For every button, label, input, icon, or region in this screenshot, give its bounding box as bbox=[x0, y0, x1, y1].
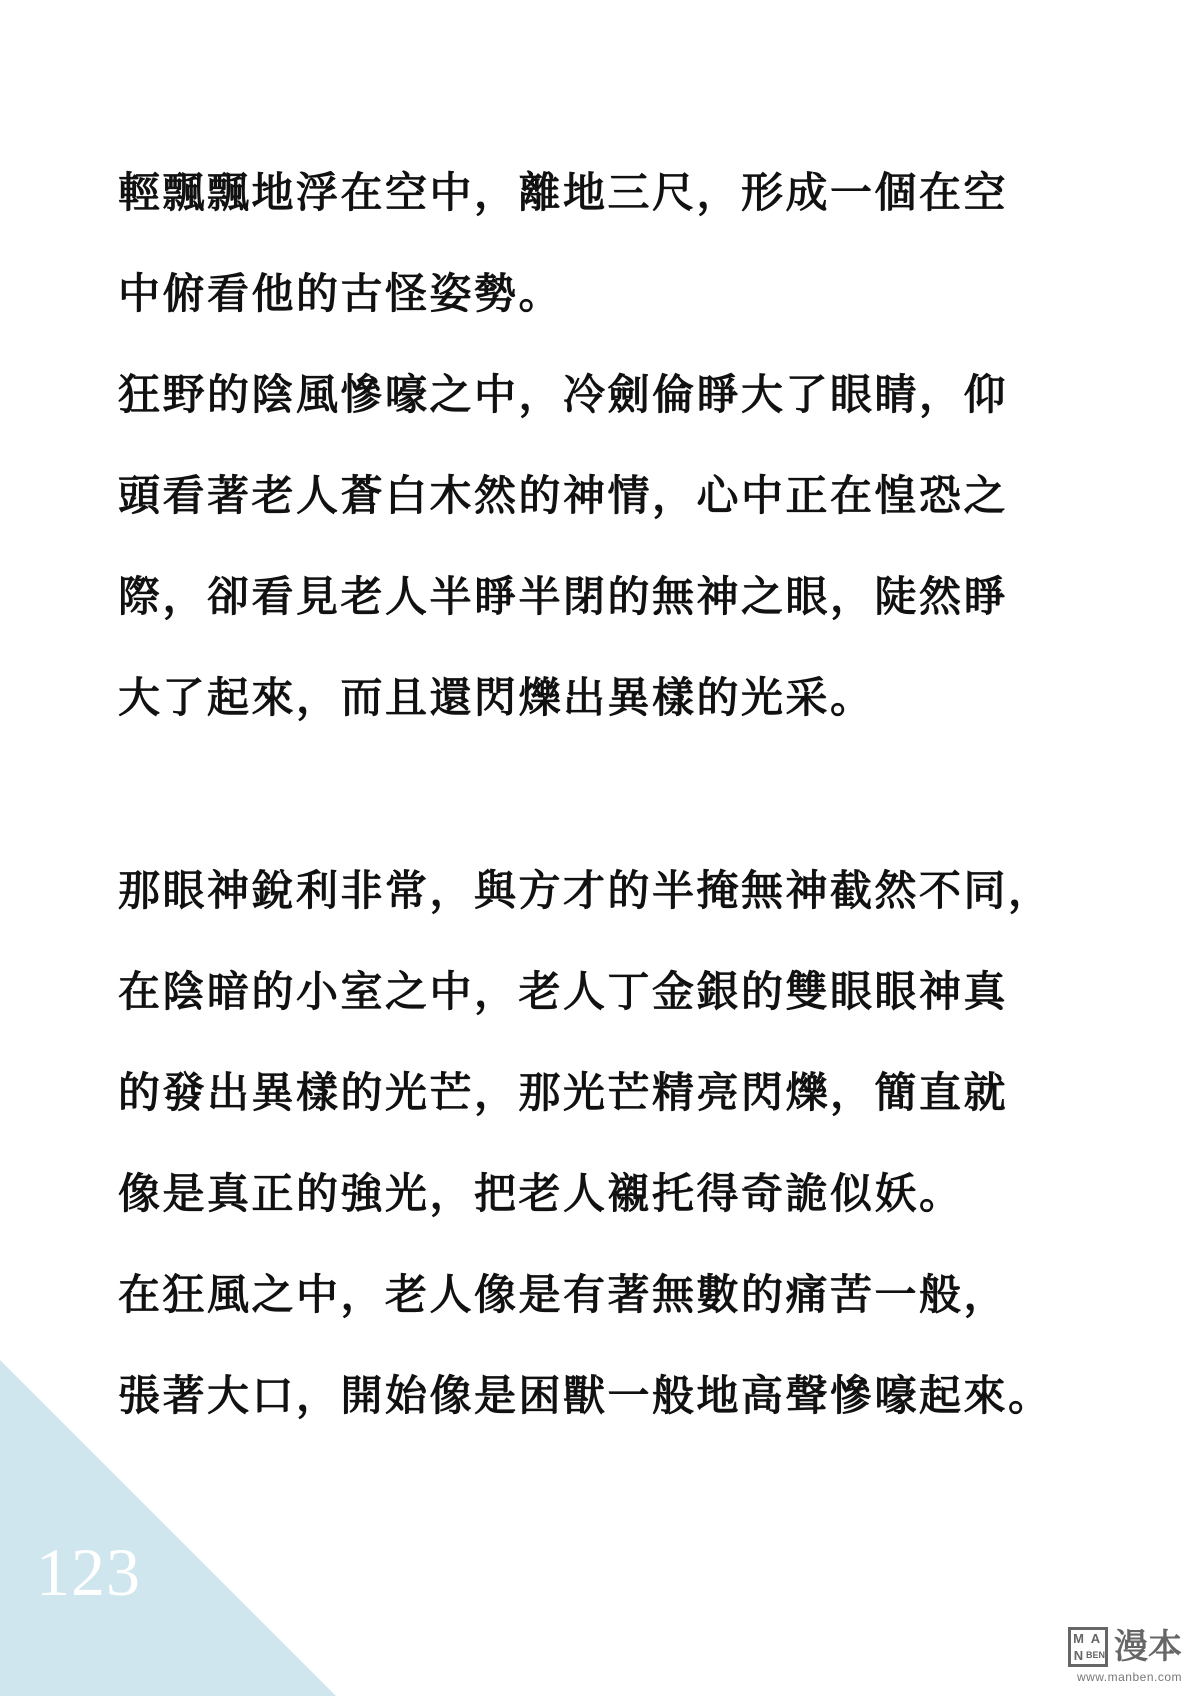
text-line: 張著大口，開始像是困獸一般地高聲慘嚎起來。 bbox=[118, 1371, 1053, 1420]
logo-letter: BEN bbox=[1085, 1650, 1105, 1660]
text-line: 那眼神銳利非常，與方才的半掩無神截然不同， bbox=[118, 866, 1053, 915]
page-number: 123 bbox=[36, 1534, 141, 1610]
text-line: 大了起來，而且還閃爍出異樣的光采。 bbox=[118, 673, 875, 722]
text-line: 在狂風之中，老人像是有著無數的痛苦一般， bbox=[118, 1270, 1009, 1319]
text-line: 狂野的陰風慘嚎之中，冷劍倫睜大了眼睛，仰 bbox=[118, 370, 1009, 419]
text-line: 輕飄飄地浮在空中，離地三尺，形成一個在空 bbox=[118, 168, 1009, 217]
logo-letter: A bbox=[1090, 1631, 1101, 1646]
logo-letter: N bbox=[1073, 1648, 1084, 1663]
text-line: 的發出異樣的光芒，那光芒精亮閃爍，簡直就 bbox=[118, 1068, 1009, 1117]
manben-logo-icon bbox=[1068, 1627, 1108, 1667]
text-line: 像是真正的強光，把老人襯托得奇詭似妖。 bbox=[118, 1169, 964, 1218]
logo-letter: M bbox=[1073, 1631, 1084, 1646]
text-line: 際，卻看見老人半睜半閉的無神之眼，陡然睜 bbox=[118, 572, 1009, 621]
text-line: 頭看著老人蒼白木然的神情，心中正在惶恐之 bbox=[118, 471, 1009, 520]
text-line: 中俯看他的古怪姿勢。 bbox=[118, 269, 564, 318]
watermark-logo-text: 漫本 bbox=[1114, 1627, 1182, 1667]
watermark-logo bbox=[1068, 1627, 1182, 1667]
text-line: 在陰暗的小室之中，老人丁金銀的雙眼眼神真 bbox=[118, 967, 1009, 1016]
watermark-url: www.manben.com bbox=[1076, 1670, 1182, 1684]
site-watermark bbox=[1068, 1627, 1182, 1684]
